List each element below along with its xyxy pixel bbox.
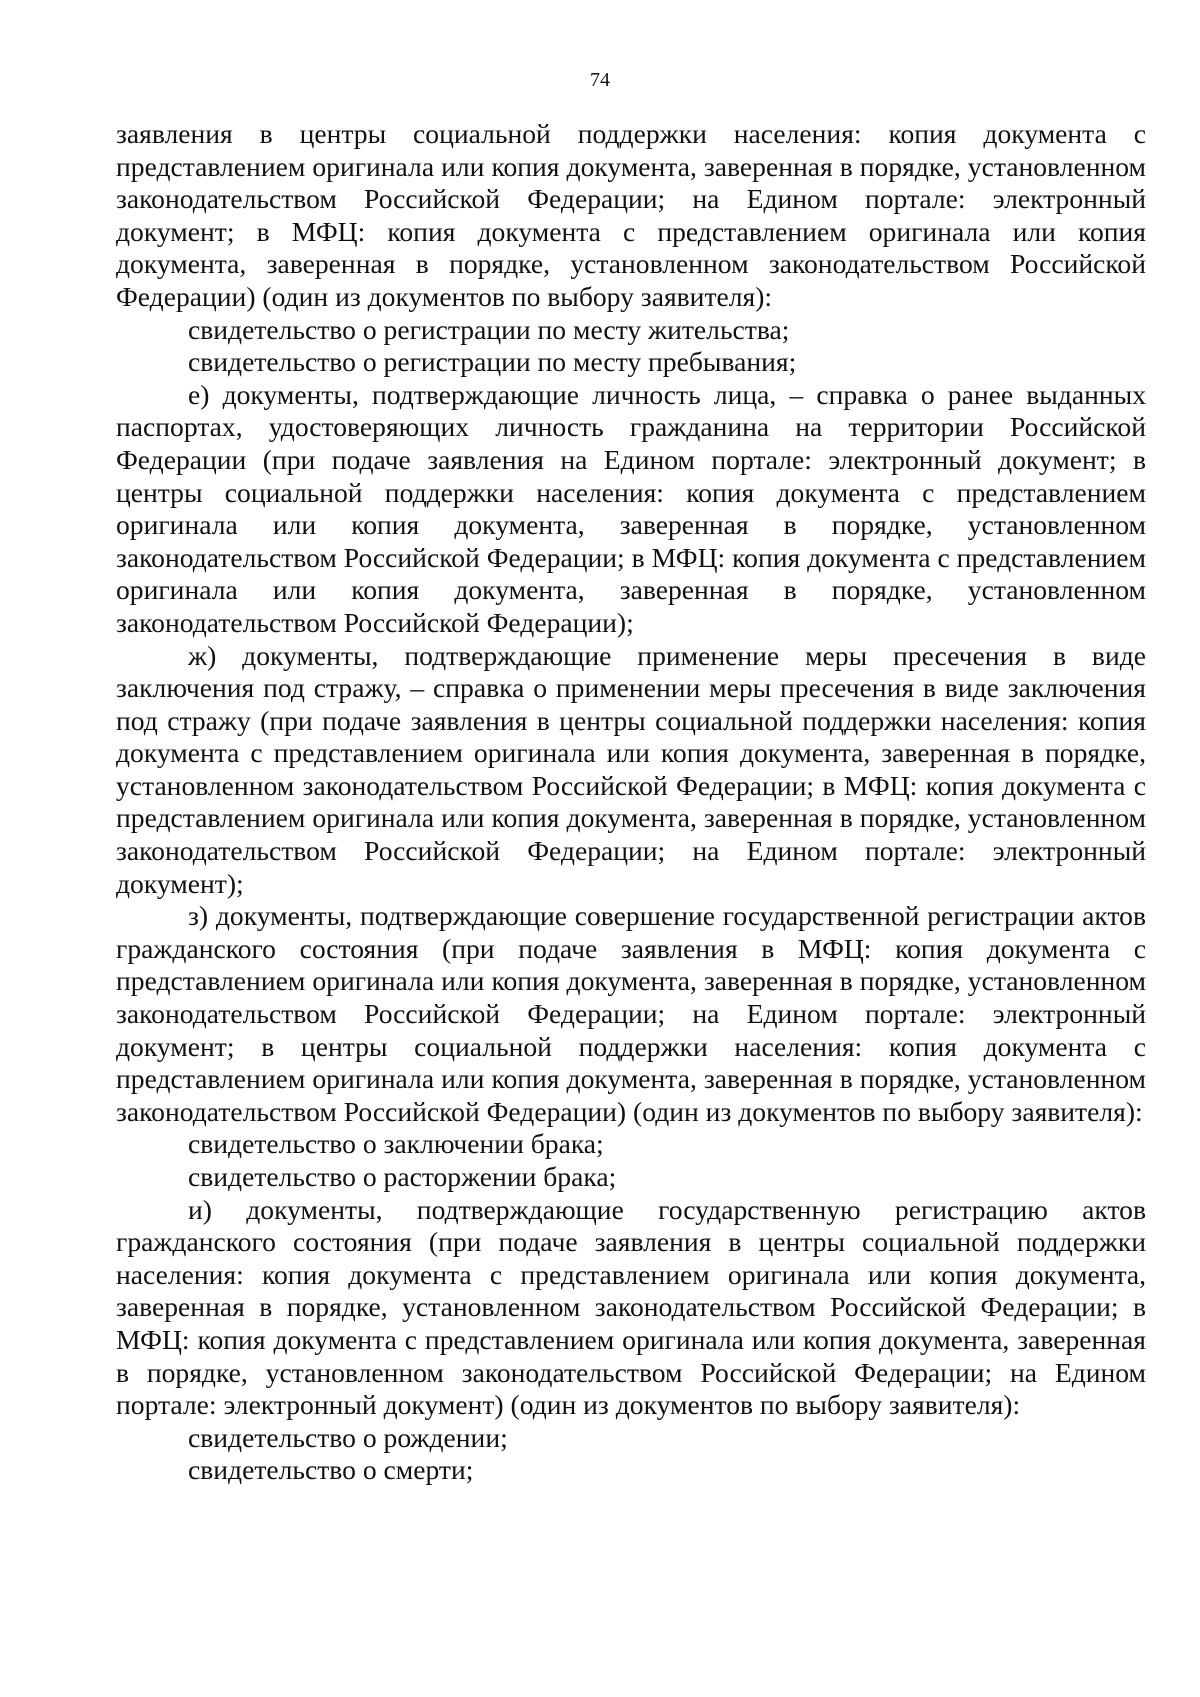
paragraph-item-i: и) документы, подтверждающие государственную регистрацию актов гражданского состояния (при подаче заявления в центры социальной поддержки населения: копия документа с представлением оригинала или копия документа, заверенная в порядке, установленном законодательством Российской Федерации; в МФЦ: копия документа с представлением оригинала или копия документа, заверенная в порядке, установленном законодательством Российской Федерации; на Едином портале: электронный документ) (один из документов по выбору заявителя):: [116, 1193, 1146, 1421]
list-item-marriage-certificate: свидетельство о заключении брака;: [188, 1128, 604, 1160]
paragraph-item-z: з) документы, подтверждающие совершение государственной регистрации актов гражданского состояния (при подаче заявления в МФЦ: копия документа с представлением оригинала или копия документа, заверенная в порядке, установленном законодательством Российской Федерации; на Едином портале: электронный документ; в центры социальной поддержки населения: копия документа с представлением оригинала или копия документа, заверенная в порядке, установленном законодательством Российской Федерации) (один из документов по выбору заявителя):: [116, 900, 1146, 1127]
paragraph-item-zh: ж) документы, подтверждающие применение меры пресечения в виде заключения под стражу, – справка о применении меры пресечения в виде заключения под стражу (при подаче заявления в центры социальной поддержки населения: копия документа с представлением оригинала или копия документа, заверенная в порядке, установленном законодательством Российской Федерации; в МФЦ: копия документа с представлением оригинала или копия документа, заверенная в порядке, установленном законодательством Российской Федерации; на Едином портале: электронный документ);: [116, 639, 1146, 899]
paragraph-item-e: е) документы, подтверждающие личность лица, – справка о ранее выданных паспортах, удостоверяющих личность гражданина на территории Российской Федерации (при подаче заявления на Едином портале: электронный документ; в центры социальной поддержки населения: копия документа с представлением оригинала или копия документа, заверенная в порядке, установленном законодательством Российской Федерации; в МФЦ: копия документа с представлением оригинала или копия документа, заверенная в порядке, установленном законодательством Российской Федерации);: [116, 378, 1146, 638]
list-item-birth-certificate: свидетельство о рождении;: [188, 1421, 508, 1453]
list-item-divorce-certificate: свидетельство о расторжении брака;: [188, 1161, 617, 1192]
paragraph-continuation: заявления в центры социальной поддержки населения: копия документа с представлением оригинала или копия документа, заверенная в порядке, установленном законодательством Российской Федерации; на Едином портале: электронный документ; в МФЦ: копия документа с представлением оригинала или копия документа, заверенная в порядке, установленном законодательством Российской Федерации) (один из документов по выбору заявителя):: [116, 118, 1146, 312]
list-item-residence-certificate: свидетельство о регистрации по месту жительства;: [188, 313, 790, 345]
list-item-death-certificate: свидетельство о смерти;: [188, 1454, 474, 1486]
page-number: 74: [590, 69, 610, 91]
list-item-stay-certificate: свидетельство о регистрации по месту пребывания;: [188, 346, 797, 378]
document-body: [116, 118, 1146, 1487]
